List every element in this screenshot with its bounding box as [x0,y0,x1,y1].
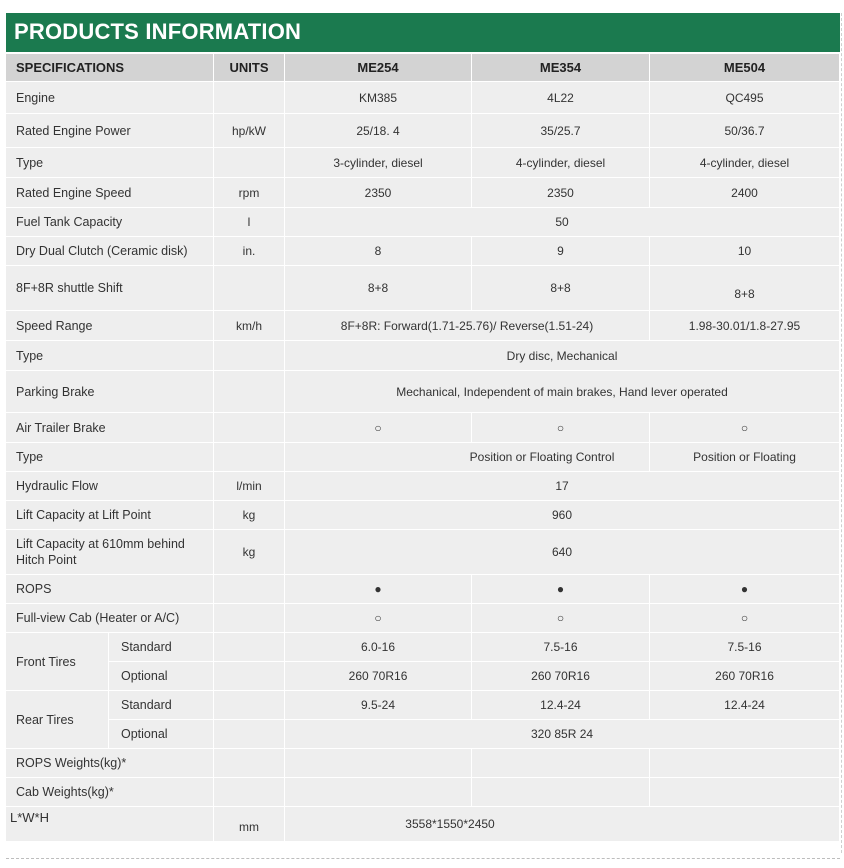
option-mark: ○ [472,413,650,443]
table-row [6,662,840,691]
col-header-specifications: SPECIFICATIONS [6,54,214,82]
value-cell: 35/25.7 [472,114,650,148]
value-cell: 260 70R16 [472,662,650,691]
row-label: Cab Weights(kg)* [6,778,214,807]
table-row [6,371,840,413]
units-cell: kg [214,530,285,575]
value-cell: 4-cylinder, diesel [472,148,650,178]
col-header-me254: ME254 [285,54,472,82]
row-label: Dry Dual Clutch (Ceramic disk) [6,237,214,266]
value-cell: 3558*1550*2450 [285,807,840,842]
row-label: Rear Tires [6,691,109,749]
value-cell: 960 [285,501,840,530]
table-row [6,114,840,148]
table-row [6,148,840,178]
col-header-me354: ME354 [472,54,650,82]
table-row [6,575,840,604]
units-cell: kg [214,501,285,530]
units-cell [214,148,285,178]
value-cell: Position or Floating Control [285,443,650,472]
value-cell: 8+8 [650,266,840,311]
value-cell: 12.4-24 [472,691,650,720]
units-cell [214,266,285,311]
row-label: Type [6,443,214,472]
value-cell: 50 [285,208,840,237]
value-cell: Dry disc, Mechanical [285,341,840,371]
row-label: Parking Brake [6,371,214,413]
units-cell: l [214,208,285,237]
table-row [6,443,840,472]
value-cell [285,778,472,807]
value-cell [472,778,650,807]
specifications-table [6,54,840,842]
value-cell: 8 [285,237,472,266]
row-label: Lift Capacity at Lift Point [6,501,214,530]
row-label: ROPS Weights(kg)* [6,749,214,778]
col-header-me504: ME504 [650,54,840,82]
value-cell: 6.0-16 [285,633,472,662]
table-header-row [6,54,840,82]
units-cell [214,443,285,472]
option-mark: ○ [650,413,840,443]
row-label: Type [6,148,214,178]
value-cell [285,749,472,778]
units-cell [214,371,285,413]
value-cell [472,749,650,778]
table-row [6,604,840,633]
row-label: Lift Capacity at 610mm behind Hitch Point [6,530,214,575]
right-dashed-border [841,13,842,853]
units-cell: hp/kW [214,114,285,148]
row-label: Speed Range [6,311,214,341]
units-cell [214,778,285,807]
col-header-units: UNITS [214,54,285,82]
units-cell: rpm [214,178,285,208]
units-cell [214,633,285,662]
value-cell: 2350 [285,178,472,208]
value-cell: 260 70R16 [650,662,840,691]
units-cell [214,749,285,778]
option-mark: ○ [285,604,472,633]
row-label: Rated Engine Power [6,114,214,148]
value-cell: 50/36.7 [650,114,840,148]
table-row [6,633,840,662]
standard-mark: ● [472,575,650,604]
table-row [6,266,840,311]
value-cell: 17 [285,472,840,501]
units-cell [214,691,285,720]
row-label: Air Trailer Brake [6,413,214,443]
table-row [6,178,840,208]
value-cell: 3-cylinder, diesel [285,148,472,178]
table-row [6,720,840,749]
row-label: Hydraulic Flow [6,472,214,501]
standard-mark: ● [285,575,472,604]
page-title: PRODUCTS INFORMATION [14,19,302,44]
row-label: Engine [6,82,214,114]
value-cell: 320 85R 24 [285,720,840,749]
table-row [6,237,840,266]
value-cell: 7.5-16 [472,633,650,662]
row-label: Type [6,341,214,371]
value-cell: 8+8 [472,266,650,311]
row-label: ROPS [6,575,214,604]
value-cell: 4-cylinder, diesel [650,148,840,178]
sub-label: Standard [109,633,214,662]
table-row [6,778,840,807]
value-cell: 25/18. 4 [285,114,472,148]
value-cell: 1.98-30.01/1.8-27.95 [650,311,840,341]
value-cell: 8F+8R: Forward(1.71-25.76)/ Reverse(1.51-24) [285,311,650,341]
value-cell: KM385 [285,82,472,114]
units-cell [214,413,285,443]
row-label: Fuel Tank Capacity [6,208,214,237]
units-cell [214,604,285,633]
value-cell: 260 70R16 [285,662,472,691]
row-label: Front Tires [6,633,109,691]
value-cell: 9.5-24 [285,691,472,720]
units-cell [214,82,285,114]
table-row [6,472,840,501]
table-row [6,501,840,530]
value-cell [650,778,840,807]
value-cell: 7.5-16 [650,633,840,662]
table-row [6,807,840,842]
units-cell: in. [214,237,285,266]
option-mark: ○ [472,604,650,633]
value-cell [650,749,840,778]
table-row [6,82,840,114]
value-cell: 9 [472,237,650,266]
value-cell: 2400 [650,178,840,208]
table-row [6,530,840,575]
table-row [6,413,840,443]
row-label: Full-view Cab (Heater or A/C) [6,604,214,633]
value-cell: Position or Floating [650,443,840,472]
option-mark: ○ [285,413,472,443]
table-row [6,208,840,237]
value-cell: 4L22 [472,82,650,114]
units-cell [214,575,285,604]
table-row [6,691,840,720]
value-cell: 10 [650,237,840,266]
units-cell [214,662,285,691]
table-row [6,749,840,778]
value-cell: 640 [285,530,840,575]
value-cell: 8+8 [285,266,472,311]
units-cell [214,720,285,749]
row-label: Rated Engine Speed [6,178,214,208]
sub-label: Optional [109,720,214,749]
value-cell: 12.4-24 [650,691,840,720]
row-label: L*W*H [6,807,214,842]
table-row [6,311,840,341]
header-bar [6,13,840,52]
sub-label: Optional [109,662,214,691]
row-label: 8F+8R shuttle Shift [6,266,214,311]
units-cell: l/min [214,472,285,501]
bottom-dashed-border [6,858,840,859]
units-cell: km/h [214,311,285,341]
standard-mark: ● [650,575,840,604]
option-mark: ○ [650,604,840,633]
units-cell [214,341,285,371]
units-cell: mm [214,807,285,842]
value-cell: QC495 [650,82,840,114]
sub-label: Standard [109,691,214,720]
table-row [6,341,840,371]
value-cell: Mechanical, Independent of main brakes, Hand lever operated [285,371,840,413]
value-cell: 2350 [472,178,650,208]
